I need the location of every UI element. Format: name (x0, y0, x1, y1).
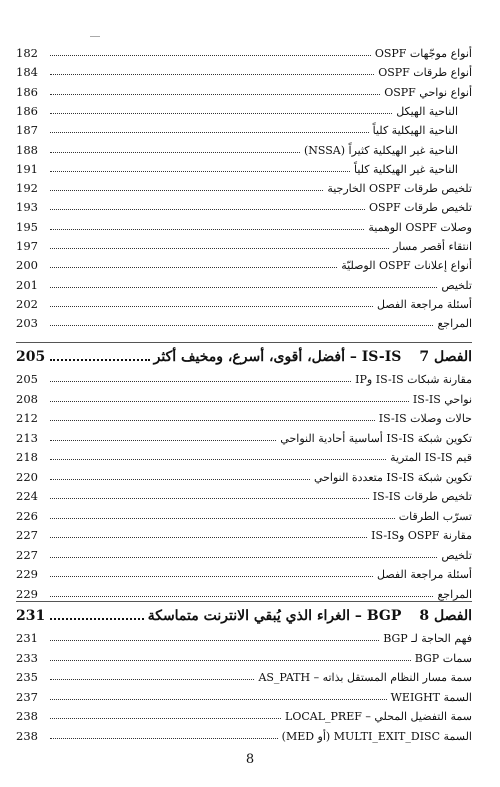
dot-leader (50, 152, 300, 153)
entry-title: أنواع موجّهات OSPF (374, 47, 472, 60)
entry-title: الناحية الهيكل (396, 104, 458, 118)
dot-leader (50, 248, 389, 249)
toc-entry[interactable] (16, 258, 472, 272)
entry-title: أنواع طرقات OSPF (378, 66, 472, 80)
toc-entry[interactable] (16, 631, 472, 645)
entry-title: السمة WEIGHT (390, 690, 472, 704)
toc-entry[interactable] (16, 297, 472, 311)
entry-page-number: 227 (16, 528, 38, 542)
entry-page-number: 233 (16, 650, 38, 665)
entry-page-number: 184 (16, 65, 38, 80)
page-number: 8 (245, 752, 255, 767)
entry-page-number: 212 (16, 411, 38, 425)
entry-title: نواحي IS-IS (412, 392, 472, 406)
entry-title: سمة التفضيل المحلي – LOCAL_PREF (285, 710, 472, 723)
entry-page-number: 205 (16, 372, 38, 386)
dot-leader (50, 679, 254, 680)
toc-entry[interactable] (16, 181, 472, 195)
dot-leader (50, 498, 369, 499)
entry-title: تلخيص طرقات IS-IS (372, 490, 472, 503)
entry-page-number: 229 (16, 586, 38, 601)
toc-entry[interactable] (16, 528, 472, 542)
toc-entry[interactable] (16, 450, 472, 464)
entry-page-number: 202 (16, 296, 38, 311)
entry-title: أسئلة مراجعة الفصل (377, 568, 472, 581)
entry-title: تلخيص طرقات OSPF الخارجية (327, 182, 472, 196)
chapter-title: BGP – الغراء الذي يُبقي الانترنت متماسكة (147, 608, 402, 624)
entry-title: أنواع نواحي OSPF (384, 85, 472, 99)
dot-leader (50, 190, 323, 191)
dot-leader (50, 229, 364, 230)
entry-page-number: 186 (16, 103, 38, 118)
entry-title: تلخيص (441, 548, 472, 562)
toc-entry[interactable] (16, 316, 472, 330)
toc-entry[interactable] (16, 143, 472, 157)
dot-leader (50, 479, 310, 480)
chapter-label: الفصل 8 (419, 608, 472, 624)
entry-title: أسئلة مراجعة الفصل (377, 297, 472, 311)
toc-entry[interactable] (16, 489, 472, 503)
entry-page-number: 229 (16, 567, 38, 581)
toc-chapter-7[interactable] (16, 349, 472, 365)
toc-entry[interactable] (16, 104, 472, 118)
dot-leader (50, 287, 437, 288)
dot-leader (50, 325, 433, 326)
entry-title: سمة مسار النظام المستقل بذاته – AS_PATH (258, 671, 472, 684)
entry-title: مقارنة OSPF وIS-IS (371, 529, 472, 542)
entry-page-number: 227 (16, 547, 38, 562)
scan-mark (90, 36, 100, 37)
toc-entry[interactable] (16, 65, 472, 79)
entry-page-number: 226 (16, 508, 38, 523)
entry-title: سمات BGP (414, 651, 472, 665)
dot-leader (50, 576, 373, 577)
entry-page-number: 191 (16, 161, 38, 176)
toc-entry[interactable] (16, 670, 472, 684)
chapter-label: الفصل 7 (419, 349, 472, 365)
entry-page-number: 182 (16, 46, 38, 60)
toc-entry[interactable] (16, 548, 472, 562)
dot-leader (50, 209, 365, 210)
dot-leader (50, 459, 386, 460)
entry-title: فهم الحاجة لـ BGP (383, 632, 472, 645)
entry-page-number: 231 (16, 631, 38, 645)
entry-title: أنواع إعلانات OSPF الوصليّة (341, 259, 472, 273)
toc-entry[interactable] (16, 46, 472, 60)
dot-leader (50, 537, 367, 538)
chapter-page-number: 205 (16, 349, 46, 365)
toc-entry[interactable] (16, 729, 472, 743)
chapter-divider (16, 601, 472, 602)
entry-title: المراجع (437, 587, 472, 601)
entry-title: تلخيص طرقات OSPF (369, 201, 472, 215)
entry-page-number: 238 (16, 709, 38, 723)
dot-leader (50, 557, 437, 558)
dot-leader (50, 113, 392, 114)
entry-page-number: 193 (16, 200, 38, 215)
entry-page-number: 220 (16, 469, 38, 484)
toc-entry[interactable] (16, 411, 472, 425)
entry-title: الناحية غير الهيكلية كثيراً (NSSA) (304, 143, 458, 157)
toc-entry[interactable] (16, 431, 472, 445)
toc-entry[interactable] (16, 709, 472, 723)
entry-page-number: 237 (16, 689, 38, 704)
entry-page-number: 188 (16, 142, 38, 157)
entry-page-number: 203 (16, 316, 38, 331)
entry-page-number: 218 (16, 450, 38, 464)
entry-page-number: 235 (16, 670, 38, 684)
toc-entry[interactable] (16, 220, 472, 234)
toc-entry[interactable] (16, 587, 472, 601)
dot-leader (50, 381, 351, 382)
chapter-divider (16, 342, 472, 343)
chapter-page-number: 231 (16, 608, 46, 624)
entry-title: الناحية غير الهيكلية كلياً (353, 162, 458, 176)
dot-leader (50, 74, 374, 75)
dot-leader (50, 440, 276, 441)
entry-title: المراجع (437, 317, 472, 331)
entry-page-number: 201 (16, 277, 38, 292)
entry-page-number: 200 (16, 258, 38, 273)
dot-leader (50, 718, 281, 719)
dot-leader (50, 660, 411, 661)
entry-page-number: 187 (16, 123, 38, 138)
toc-entry[interactable] (16, 651, 472, 665)
dot-leader (50, 596, 433, 597)
entry-title: وصلات OSPF الوهمية (368, 220, 472, 234)
dot-leader (50, 267, 337, 268)
toc-entry[interactable] (16, 470, 472, 484)
dot-leader (50, 420, 375, 421)
toc-entry[interactable] (16, 200, 472, 214)
dot-leader (50, 132, 369, 133)
entry-page-number: 224 (16, 489, 38, 503)
toc-entry[interactable] (16, 392, 472, 406)
entry-page-number: 208 (16, 391, 38, 406)
entry-title: السمة MULTI_EXIT_DISC (أو MED) (281, 729, 472, 743)
dot-leader (50, 738, 278, 739)
entry-page-number: 195 (16, 219, 38, 234)
toc-chapter-8[interactable] (16, 608, 472, 624)
toc-entry[interactable] (16, 372, 472, 386)
entry-page-number: 192 (16, 181, 38, 196)
toc-entry[interactable] (16, 85, 472, 99)
dot-leader (50, 640, 379, 641)
toc-entry[interactable] (16, 162, 472, 176)
dot-leader (50, 618, 144, 620)
entry-title: تسرّب الطرقات (398, 509, 472, 523)
dot-leader (50, 55, 371, 56)
entry-title: تلخيص (441, 278, 472, 292)
dot-leader (50, 171, 350, 172)
toc-entry[interactable] (16, 278, 472, 292)
entry-page-number: 238 (16, 728, 38, 743)
dot-leader (50, 518, 395, 519)
dot-leader (50, 94, 380, 95)
entry-title: الناحية الهيكلية كلياً (372, 124, 458, 138)
entry-page-number: 197 (16, 239, 38, 253)
entry-title: تكوين شبكة IS-IS أساسية أحادية النواحي (280, 431, 472, 445)
toc-entry[interactable] (16, 690, 472, 704)
dot-leader (50, 401, 409, 402)
entry-page-number: 186 (16, 84, 38, 99)
dot-leader (50, 359, 150, 361)
entry-title: انتقاء أقصر مسار (393, 240, 472, 253)
entry-title: مقارنة شبكات IS-IS وIP (355, 373, 472, 386)
dot-leader (50, 699, 387, 700)
entry-title: تكوين شبكة IS-IS متعددة النواحي (313, 470, 472, 484)
dot-leader (50, 306, 373, 307)
toc-entry[interactable] (16, 123, 472, 137)
entry-page-number: 213 (16, 430, 38, 445)
chapter-title: IS-IS – أفضل، أقوى، أسرع، ومخيف أكثر (153, 349, 402, 365)
toc-entry[interactable] (16, 239, 472, 253)
toc-entry[interactable] (16, 509, 472, 523)
entry-title: قيم IS-IS المترية (390, 451, 472, 464)
toc-entry[interactable] (16, 567, 472, 581)
entry-title: حالات وصلات IS-IS (378, 412, 472, 425)
